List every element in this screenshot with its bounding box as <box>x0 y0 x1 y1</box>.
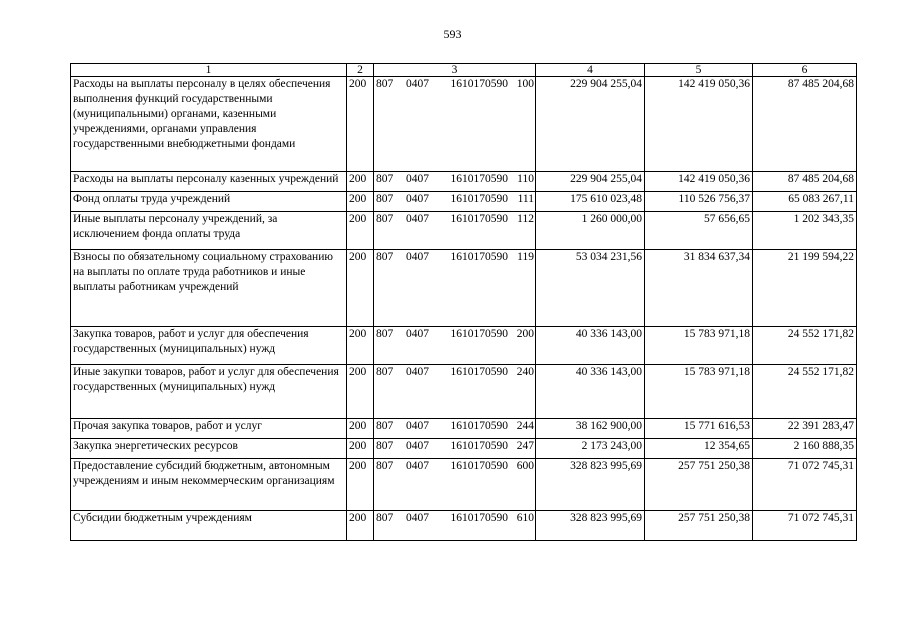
kbk-expense-type: 240 <box>516 366 534 378</box>
table-row <box>71 250 857 327</box>
row-name-cell: Взносы по обязательному социальному страхованию на выплаты по оплате труда работников и иные выплаты работникам учреждений <box>71 250 347 327</box>
kbk-ved: 807 <box>376 251 394 263</box>
kbk-ved: 807 <box>376 213 394 225</box>
row-approved-amount: 40 336 143,00 <box>536 327 645 365</box>
kbk-target-article: 1610170590 <box>450 173 508 185</box>
kbk-target-article: 1610170590 <box>450 440 508 452</box>
row-remaining-amount: 71 072 745,31 <box>753 511 857 541</box>
header-row <box>71 64 857 77</box>
kbk-section: 0407 <box>406 78 429 90</box>
kbk-section: 0407 <box>406 173 429 185</box>
kbk-expense-type: 200 <box>516 328 534 340</box>
row-name-cell: Закупка товаров, работ и услуг для обеспечения государственных (муниципальных) нужд <box>71 327 347 365</box>
kbk-expense-type: 244 <box>516 420 534 432</box>
row-code-cell: 200 <box>347 77 374 172</box>
row-remaining-amount: 1 202 343,35 <box>753 212 857 250</box>
row-kbk-cell <box>374 172 536 192</box>
row-remaining-amount: 71 072 745,31 <box>753 459 857 511</box>
row-executed-amount: 257 751 250,38 <box>645 459 753 511</box>
row-remaining-amount: 87 485 204,68 <box>753 172 857 192</box>
row-code-cell: 200 <box>347 365 374 419</box>
row-code-cell: 200 <box>347 419 374 439</box>
table-row <box>71 212 857 250</box>
row-approved-amount: 1 260 000,00 <box>536 212 645 250</box>
kbk-expense-type: 610 <box>516 512 534 524</box>
kbk-target-article: 1610170590 <box>450 193 508 205</box>
header-col-1: 1 <box>71 64 347 77</box>
row-code-cell: 200 <box>347 439 374 459</box>
row-approved-amount: 38 162 900,00 <box>536 419 645 439</box>
row-kbk-cell <box>374 327 536 365</box>
row-code-cell: 200 <box>347 511 374 541</box>
kbk-ved: 807 <box>376 78 394 90</box>
kbk-section: 0407 <box>406 440 429 452</box>
kbk-expense-type: 247 <box>516 440 534 452</box>
row-code-cell: 200 <box>347 172 374 192</box>
row-remaining-amount: 65 083 267,11 <box>753 192 857 212</box>
kbk-section: 0407 <box>406 460 429 472</box>
row-name-cell: Предоставление субсидий бюджетным, автономным учреждениям и иным некоммерческим организациям <box>71 459 347 511</box>
row-name-cell: Иные закупки товаров, работ и услуг для обеспечения государственных (муниципальных) нужд <box>71 365 347 419</box>
kbk-ved: 807 <box>376 366 394 378</box>
row-kbk-cell <box>374 77 536 172</box>
kbk-expense-type: 100 <box>516 78 534 90</box>
row-approved-amount: 53 034 231,56 <box>536 250 645 327</box>
kbk-target-article: 1610170590 <box>450 78 508 90</box>
table-row <box>71 419 857 439</box>
kbk-target-article: 1610170590 <box>450 251 508 263</box>
table-row <box>71 327 857 365</box>
table-row <box>71 511 857 541</box>
row-executed-amount: 57 656,65 <box>645 212 753 250</box>
row-kbk-cell <box>374 365 536 419</box>
row-approved-amount: 328 823 995,69 <box>536 511 645 541</box>
row-code-cell: 200 <box>347 327 374 365</box>
kbk-expense-type: 111 <box>517 193 534 205</box>
row-executed-amount: 12 354,65 <box>645 439 753 459</box>
kbk-section: 0407 <box>406 328 429 340</box>
header-col-2: 2 <box>347 64 374 77</box>
row-approved-amount: 229 904 255,04 <box>536 77 645 172</box>
row-name-cell: Фонд оплаты труда учреждений <box>71 192 347 212</box>
budget-table <box>70 63 857 541</box>
table-row <box>71 439 857 459</box>
kbk-target-article: 1610170590 <box>450 460 508 472</box>
row-executed-amount: 15 783 971,18 <box>645 365 753 419</box>
kbk-expense-type: 119 <box>517 251 534 263</box>
kbk-ved: 807 <box>376 193 394 205</box>
row-kbk-cell <box>374 212 536 250</box>
row-name-cell: Субсидии бюджетным учреждениям <box>71 511 347 541</box>
kbk-expense-type: 110 <box>517 173 534 185</box>
kbk-target-article: 1610170590 <box>450 420 508 432</box>
kbk-ved: 807 <box>376 420 394 432</box>
row-executed-amount: 31 834 637,34 <box>645 250 753 327</box>
row-approved-amount: 2 173 243,00 <box>536 439 645 459</box>
row-remaining-amount: 24 552 171,82 <box>753 327 857 365</box>
kbk-ved: 807 <box>376 460 394 472</box>
row-code-cell: 200 <box>347 459 374 511</box>
row-name-cell: Расходы на выплаты персоналу казенных учреждений <box>71 172 347 192</box>
kbk-ved: 807 <box>376 440 394 452</box>
row-executed-amount: 15 771 616,53 <box>645 419 753 439</box>
row-name-cell: Иные выплаты персоналу учреждений, за исключением фонда оплаты труда <box>71 212 347 250</box>
kbk-ved: 807 <box>376 173 394 185</box>
row-remaining-amount: 24 552 171,82 <box>753 365 857 419</box>
row-remaining-amount: 21 199 594,22 <box>753 250 857 327</box>
row-name-cell: Прочая закупка товаров, работ и услуг <box>71 419 347 439</box>
row-kbk-cell <box>374 192 536 212</box>
table-row <box>71 365 857 419</box>
row-remaining-amount: 87 485 204,68 <box>753 77 857 172</box>
row-kbk-cell <box>374 459 536 511</box>
row-remaining-amount: 22 391 283,47 <box>753 419 857 439</box>
row-approved-amount: 328 823 995,69 <box>536 459 645 511</box>
row-executed-amount: 110 526 756,37 <box>645 192 753 212</box>
kbk-section: 0407 <box>406 420 429 432</box>
page-number: 593 <box>443 27 462 41</box>
row-code-cell: 200 <box>347 212 374 250</box>
kbk-section: 0407 <box>406 193 429 205</box>
row-kbk-cell <box>374 419 536 439</box>
row-kbk-cell <box>374 439 536 459</box>
row-code-cell: 200 <box>347 250 374 327</box>
table-row <box>71 77 857 172</box>
row-approved-amount: 229 904 255,04 <box>536 172 645 192</box>
header-col-3: 3 <box>374 64 536 77</box>
kbk-ved: 807 <box>376 328 394 340</box>
row-executed-amount: 142 419 050,36 <box>645 172 753 192</box>
header-col-4: 4 <box>536 64 645 77</box>
row-kbk-cell <box>374 250 536 327</box>
kbk-target-article: 1610170590 <box>450 328 508 340</box>
row-code-cell: 200 <box>347 192 374 212</box>
row-executed-amount: 142 419 050,36 <box>645 77 753 172</box>
table-row <box>71 459 857 511</box>
header-col-6: 6 <box>753 64 857 77</box>
kbk-target-article: 1610170590 <box>450 366 508 378</box>
table-body <box>71 77 857 541</box>
kbk-section: 0407 <box>406 366 429 378</box>
row-executed-amount: 257 751 250,38 <box>645 511 753 541</box>
row-approved-amount: 175 610 023,48 <box>536 192 645 212</box>
kbk-expense-type: 112 <box>517 213 534 225</box>
kbk-target-article: 1610170590 <box>450 213 508 225</box>
kbk-section: 0407 <box>406 512 429 524</box>
table-row <box>71 172 857 192</box>
row-remaining-amount: 2 160 888,35 <box>753 439 857 459</box>
kbk-section: 0407 <box>406 213 429 225</box>
kbk-ved: 807 <box>376 512 394 524</box>
header-col-5: 5 <box>645 64 753 77</box>
kbk-section: 0407 <box>406 251 429 263</box>
row-executed-amount: 15 783 971,18 <box>645 327 753 365</box>
row-name-cell: Расходы на выплаты персоналу в целях обеспечения выполнения функций государственными (муниципальными) органами, казенными учреждениями, органами управления государственными внебюджетными фондами <box>71 77 347 172</box>
kbk-target-article: 1610170590 <box>450 512 508 524</box>
row-kbk-cell <box>374 511 536 541</box>
row-approved-amount: 40 336 143,00 <box>536 365 645 419</box>
row-name-cell: Закупка энергетических ресурсов <box>71 439 347 459</box>
kbk-expense-type: 600 <box>516 460 534 472</box>
table-row <box>71 192 857 212</box>
